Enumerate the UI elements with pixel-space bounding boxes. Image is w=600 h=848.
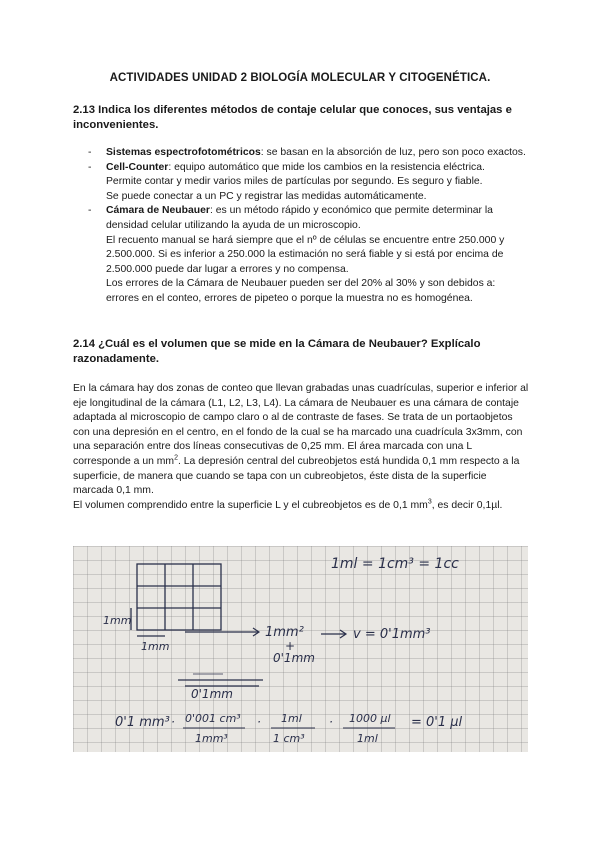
conversion-denominator: 1 cm³ — [273, 732, 305, 745]
conversion-start: 0'1 mm³ — [115, 715, 170, 730]
term: Cell-Counter — [106, 161, 169, 173]
grid-outline — [137, 564, 221, 630]
label-01mm: 0'1mm — [191, 687, 233, 701]
question-2-13-heading: 2.13 Indica los diferentes métodos de contaje celular que conoces, sus ventajas e inconvenientes. — [73, 104, 512, 131]
conversion-numerator: 1000 µl — [349, 712, 391, 725]
conversion-denominator: 1ml — [357, 732, 378, 745]
handwritten-notes-photo — [73, 546, 528, 752]
list-item-cell-counter — [88, 161, 528, 205]
arrow — [185, 628, 259, 636]
description-line: Permite contar y medir varios miles de partículas por segundo. Es seguro y fiable. — [106, 176, 483, 188]
depth-value: 0'1mm — [273, 651, 315, 665]
answer-paragraph: En la cámara hay dos zonas de conteo que llevan grabadas unas cuadrículas, superior e inferior al eje longitudinal de la cámara (L1, L2, L3, L4). La cámara de Neubauer es una cámara de contaje adaptada al microscopio de campo claro o al de contraste de fases. Se trata de un portaobjetos con una depresión en el centro, en el fondo de la cual se ha marcado una cuadrícula 3x3mm, con una separación entre dos líneas consecutivas de 0,25 mm. El área marcada con una L corresponde a un $mm^2$. La depresión central del cubreobjetos está hundida 0,1 mm respecto a la superficie, de manera que cuando se tapa con un cubreobjetos, éste dista de la superficie marcada 0,1 mm. El volumen comprendido entre la superficie L y el cubreobjetos es de 0,1 $mm^3$, es decir 0,1µl. — [73, 383, 529, 511]
description-line: El recuento manual se hará siempre que el nº de células se encuentre entre 250.000 y 2.500.000. Si es inferior a 250.000 la estimación no será fiable y si está por encima de 2.500.000 puede dar lugar a errores y no compensa. — [106, 234, 505, 275]
grid-sketch — [131, 564, 221, 636]
list-item-spectrophotometric — [88, 146, 528, 161]
conversion-numerator: 0'001 cm³ — [185, 712, 241, 725]
equation-ml-cm3: 1ml = 1cm³ = 1cc — [331, 556, 459, 572]
conversion-denominator: 1mm³ — [195, 732, 228, 745]
list-item-neubauer — [88, 204, 528, 306]
term: Cámara de Neubauer — [106, 205, 210, 217]
description: : es un método rápido y económico que permite determinar la densidad celular utilizando la ayuda de un microscopio. — [106, 205, 493, 231]
label-1mm-bottom: 1mm — [141, 640, 170, 653]
area-value: 1mm² — [265, 625, 304, 640]
label-1mm-side: 1mm — [103, 614, 132, 627]
svg-text:·: · — [171, 715, 175, 729]
plus-sign: + — [285, 639, 296, 653]
svg-text:·: · — [257, 715, 261, 729]
arrow — [321, 630, 346, 638]
list-dash: - — [88, 161, 92, 173]
description: : equipo automático que mide los cambios en la resistencia eléctrica. — [168, 161, 485, 173]
description-line: Se puede conectar a un PC y registrar las medidas automáticamente. — [106, 190, 427, 202]
conversion-result: = 0'1 µl — [411, 715, 463, 730]
document-title: ACTIVIDADES UNIDAD 2 BIOLOGÍA MOLECULAR Y CITOGENÉTICA. — [109, 72, 491, 84]
list-dash: - — [88, 147, 92, 158]
depth-sketch — [178, 674, 263, 686]
handwritten-sketch — [73, 546, 528, 752]
conversion-numerator: 1ml — [281, 712, 302, 725]
description: : se basan en la absorción de luz, pero son poco exactos. — [260, 147, 526, 158]
volume-value: v = 0'1mm³ — [353, 627, 431, 642]
question-2-14-heading: 2.14 ¿Cuál es el volumen que se mide en la Cámara de Neubauer? Explícalo razonadamente. — [73, 338, 481, 365]
counting-methods-list — [88, 146, 528, 307]
svg-text:·: · — [329, 715, 333, 729]
description-line: Los errores de la Cámara de Neubauer pueden ser del 20% al 30% y son debidos a: errores en el conteo, errores de pipeteo o porque la muestra no es homogénea. — [106, 278, 496, 304]
list-dash: - — [88, 205, 92, 217]
term: Sistemas espectrofotométricos — [106, 147, 261, 158]
